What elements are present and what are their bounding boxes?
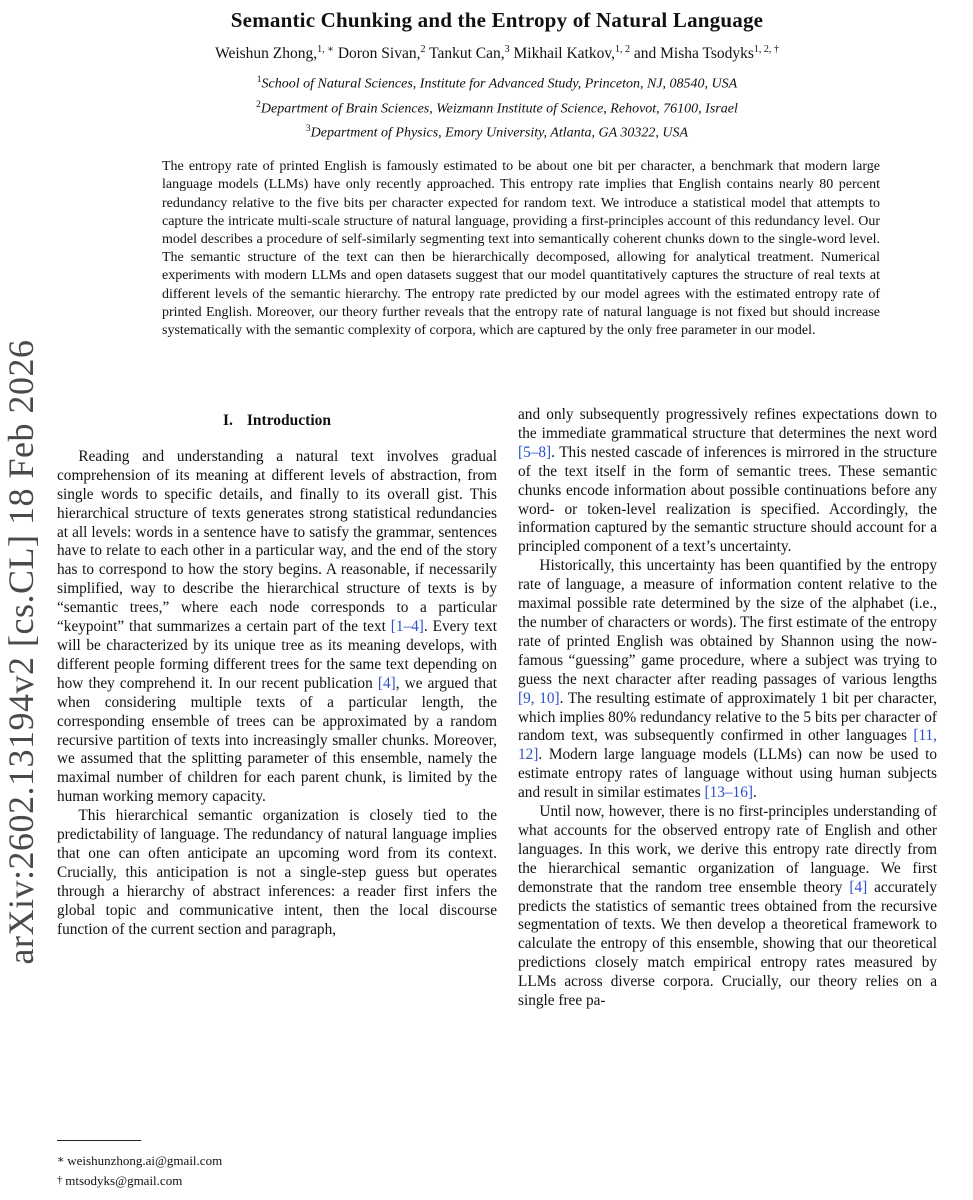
affiliation-text: Department of Brain Sciences, Weizmann Institute of Science, Rehovot, 76100, Israel — [260, 101, 738, 117]
paper-title: Semantic Chunking and the Entropy of Natural Language — [230, 8, 764, 32]
affiliation-line — [57, 119, 937, 144]
author-line — [57, 44, 937, 63]
left-column-text — [57, 448, 497, 940]
author-affiliation-marker: 1, ∗ — [317, 44, 334, 55]
section-title: Introduction — [246, 412, 332, 429]
affiliation-block — [57, 70, 937, 144]
author-name: Tankut Can, — [425, 45, 505, 63]
author-name: Doron Sivan, — [333, 45, 421, 63]
citation-link[interactable]: [9, 10] — [518, 689, 560, 707]
affiliation-number: 2 — [256, 99, 261, 110]
footnote-block — [57, 1140, 497, 1190]
paragraph: Until now, however, there is no first-principles understanding of what accounts for the observed entropy rate of English and other languages. In this work, we derive this entropy rate directly from the hierarchical semantic organization of language. We first demonstrate that the random tree ensemble theory [4] accurately predicts the statistics of semantic trees obtained from the recursive segmentation of texts. We then develop a theoretical framework to calculate the entropy of this ensemble, showing that our theoretical predictions closely match empirical entropy rates measured by LLMs across diverse corpora. Crucially, our theory relies on a single free pa- — [518, 803, 937, 1010]
footnote-email-link[interactable]: weishunzhong.ai@gmail.com — [67, 1153, 223, 1168]
author-affiliation-marker: 1, 2 — [614, 44, 630, 55]
affiliation-number: 3 — [305, 124, 311, 135]
footnote-line — [57, 1171, 497, 1191]
citation-link[interactable]: [11, 12] — [518, 727, 937, 764]
author-affiliation-marker: 2 — [420, 44, 426, 55]
column-right — [518, 406, 937, 1200]
paragraph: and only subsequently progressively refines expectations down to the immediate grammatical structure that determines the next word [5–8]. This nested cascade of inferences is mirrored in the structure of the text itself in the form of semantic trees. These semantic chunks encode information about possible continuations before any word- or token-level realization is specified. Accordingly, the information captured by the semantic structure should account for a principled component of a text’s uncertainty. — [518, 406, 937, 556]
footnote-lines — [57, 1151, 497, 1190]
paragraph: Historically, this uncertainty has been quantified by the entropy rate of language, a measure of information content relative to the maximal possible rate determined by the size of the alphabet (i.e., the number of characters or words). The first estimate of the entropy rate of printed English was obtained by Shannon using the now-famous “guessing” game procedure, where a subject was trying to guess the next character after reading passages of various lengths [9, 10]. The resulting estimate of approximately 1 bit per character, which implies 80% redundancy relative to the 5 bits per character of random text, was subsequently confirmed in other languages [11, 12]. Modern large language models (LLMs) can now be used to estimate entropy rates of language without using human subjects and result in similar estimates [13–16]. — [518, 557, 937, 802]
author-name: Mikhail Katkov, — [509, 45, 615, 63]
citation-link[interactable]: [1–4] — [390, 618, 424, 636]
paragraph: Reading and understanding a natural text involves gradual comprehension of its meaning at different levels of abstraction, from single words to specific details, and finally to its overall gist. This hierarchical structure of texts generates strong statistical redundancies at all levels: words in a sentence have to satisfy the grammar, sentences have to relate to each other in a particular way, and the end of the story has to correspond to how the story begins. A reasonable, if necessarily simplified, way to describe the hierarchical structure of texts is by “semantic trees,” where each node corresponds to a particular “keypoint” that summarizes a certain part of the text [1–4]. Every text will be characterized by its unique tree as its meaning develops, with different people forming different trees for the same text depending on how they comprehend it. In our recent publication [4], we argued that when considering multiple texts of a particular length, the corresponding ensemble of trees can be approximated by a random recursive partition of texts into increasingly smaller chunks. Moreover, we assumed that the splitting parameter of this ensemble, namely the maximal number of children for each parent chunk, is limited by the human working memory capacity. — [57, 447, 497, 806]
footnote-symbol: † — [57, 1173, 66, 1186]
abstract-text: The entropy rate of printed English is famously estimated to be about one bit per character, a benchmark that modern large language models (LLMs) have only recently approached. This entropy rate implies that English contains nearly 80 percent redundancy relative to the five bits per character expected for random text. We introduce a statistical model that attempts to capture the intricate multi-scale structure of natural language, providing a first-principles account of this redundancy level. Our model describes a procedure of self-similarly segmenting text into semantically coherent chunks down to the single-word level. The semantic structure of the text can then be hierarchically decomposed, allowing for analytical treatment. Numerical experiments with modern LLMs and open datasets suggest that our model quantitatively captures the structure of real texts at different levels of the semantic hierarchy. The entropy rate predicted by our model agrees with the estimated entropy rate of printed English. Moreover, our theory further reveals that the entropy rate of natural language is not fixed but should increase systematically with the semantic complexity of corpora, which are captured by the only free parameter in our model. — [162, 159, 880, 338]
author-name: and Misha Tsodyks — [629, 45, 754, 63]
affiliation-text: School of Natural Sciences, Institute for Advanced Study, Princeton, NJ, 08540, USA — [261, 76, 738, 92]
section-number: I. — [222, 412, 233, 429]
affiliation-text: Department of Physics, Emory University, Atlanta, GA 30322, USA — [310, 126, 689, 142]
citation-link[interactable]: [4] — [377, 674, 396, 692]
footnote-symbol: ∗ — [57, 1154, 68, 1166]
affiliation-line — [57, 70, 937, 95]
citation-link[interactable]: [13–16] — [704, 784, 753, 802]
arxiv-stamp: arXiv:2602.13194v2 [cs.CL] 18 Feb 2026 — [1, 339, 41, 965]
paper-header — [57, 0, 937, 340]
footnote-line — [57, 1151, 497, 1171]
footnote-rule — [57, 1140, 141, 1141]
citation-link[interactable]: [5–8] — [518, 443, 552, 461]
footnote-email-link[interactable]: mtsodyks@gmail.com — [65, 1172, 183, 1188]
affiliation-line — [57, 95, 937, 120]
affiliation-number: 1 — [256, 75, 262, 86]
author-name: Weishun Zhong, — [215, 45, 318, 63]
author-affiliation-marker: 3 — [504, 44, 510, 55]
paragraph: This hierarchical semantic organization is closely tied to the predictability of language. The redundancy of natural language implies that one can often anticipate an upcoming word from its context. Crucially, this anticipation is not a single-step guess but operates through a hierarchy of abstract inferences: a reader first infers the global topic and communicative intent, then the local discourse function of the current section and paragraph, — [57, 807, 497, 938]
section-heading-introduction — [57, 412, 497, 431]
author-affiliation-marker: 1, 2, † — [753, 44, 779, 55]
citation-link[interactable]: [4] — [849, 878, 868, 896]
column-left — [57, 406, 497, 1106]
